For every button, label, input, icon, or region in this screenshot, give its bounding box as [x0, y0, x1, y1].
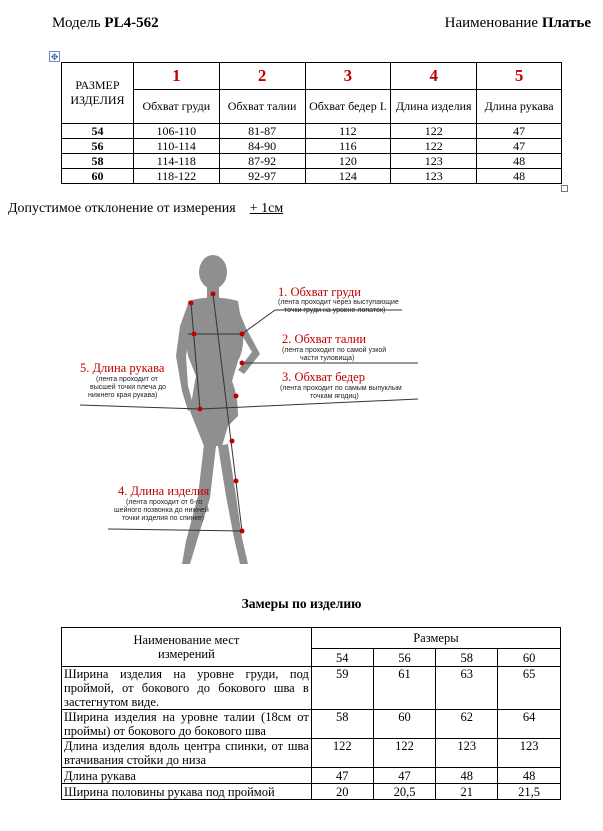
model-label: Модель: [52, 15, 101, 31]
table-row: [62, 124, 562, 139]
table-cell: 48: [436, 768, 498, 784]
size-header: 56: [373, 649, 436, 667]
table-row: [62, 710, 561, 739]
table-cell: 47: [373, 768, 436, 784]
hips-note: (лента проходит по самым выпуклым: [280, 385, 402, 392]
sleeve-label: 5. Длина рукава: [80, 361, 165, 375]
table-row: [62, 139, 562, 154]
size-table-number-row: [62, 63, 562, 90]
table-cell: 122: [391, 124, 477, 139]
size-table: [61, 62, 562, 184]
length-note: (лента проходит от 6-го: [126, 499, 203, 506]
product-name-line: [445, 15, 591, 32]
size-header: 58: [436, 649, 498, 667]
size-header-cell: РАЗМЕР ИЗДЕЛИЯ: [62, 63, 134, 124]
product-name-label: Наименование: [444, 15, 539, 31]
table-cell: 62: [436, 710, 498, 739]
hips-note: точкам ягодиц): [310, 393, 359, 400]
measurements-title: Замеры по изделию: [241, 596, 362, 611]
table-cell: 81-87: [219, 124, 305, 139]
measure-number-4: 4: [391, 63, 477, 90]
table-cell: 123: [498, 739, 561, 768]
table-cell: 48: [477, 154, 562, 169]
table-cell: 92-97: [219, 169, 305, 184]
table-row: [62, 739, 561, 768]
measure-label-sleeve: Длина рукава: [477, 90, 562, 124]
table-row: [62, 154, 562, 169]
table-cell: 87-92: [219, 154, 305, 169]
table-cell: 122: [373, 739, 436, 768]
measure-label-chest: Обхват груди: [133, 90, 219, 124]
measure-name: Ширина изделия на уровне груди, под проймой, от бокового до бокового шва в застегнутом виде.: [62, 667, 312, 710]
size-table-label-row: [62, 90, 562, 124]
table-row: [62, 667, 561, 710]
tolerance-note: [8, 201, 283, 217]
measure-name: Ширина половины рукава под проймой: [62, 784, 312, 800]
table-cell: 123: [391, 169, 477, 184]
size-cell: 60: [62, 169, 134, 184]
measure-name: Длина рукава: [62, 768, 312, 784]
measure-label-length: Длина изделия: [391, 90, 477, 124]
sleeve-note: (лента проходит от: [96, 376, 158, 383]
size-cell: 54: [62, 124, 134, 139]
table-cell: 110-114: [133, 139, 219, 154]
table-row: [62, 768, 561, 784]
col-name-header: Наименование мест измерений: [62, 628, 312, 667]
size-cell: 58: [62, 154, 134, 169]
measure-name: Длина изделия вдоль центра спинки, от шва втачивания стойки до низа: [62, 739, 312, 768]
model-line: [52, 15, 159, 32]
body-measurement-figure: [70, 246, 530, 576]
waist-note: (лента проходит по самой узкой: [282, 347, 387, 354]
table-row: [62, 784, 561, 800]
table-cell: 20,5: [373, 784, 436, 800]
product-name-value: Платье: [541, 15, 591, 31]
sleeve-note: высшей точки плеча до: [90, 384, 167, 391]
table-cell: 106-110: [133, 124, 219, 139]
measurements-table: [61, 627, 561, 800]
table-row: [62, 169, 562, 184]
measure-label-waist: Обхват талии: [219, 90, 305, 124]
model-value: PL4-562: [104, 15, 159, 31]
table-cell: 20: [311, 784, 373, 800]
chest-label: 1. Обхват груди: [278, 285, 361, 299]
table-cell: 58: [311, 710, 373, 739]
table-cell: 123: [436, 739, 498, 768]
chest-note: точки груди на уровне лопаток): [284, 307, 386, 314]
tolerance-value: + 1см: [249, 201, 284, 216]
table-cell: 64: [498, 710, 561, 739]
table-cell: 84-90: [219, 139, 305, 154]
length-note: шейного позвонка до нижней: [114, 507, 209, 514]
length-note: точки изделия по спинке): [122, 515, 204, 522]
size-header: 54: [311, 649, 373, 667]
measure-number-3: 3: [305, 63, 391, 90]
table-cell: 47: [477, 124, 562, 139]
size-header: 60: [498, 649, 561, 667]
table-cell: 122: [311, 739, 373, 768]
chest-note: (лента проходит через выступающие: [278, 299, 399, 306]
measure-label-hips: Обхват бедер I.: [305, 90, 391, 124]
col-sizes-header: Размеры: [311, 628, 560, 649]
table-cell: 47: [311, 768, 373, 784]
table-cell: 114-118: [133, 154, 219, 169]
tolerance-text: Допустимое отклонение от измерения: [8, 201, 236, 216]
table-move-handle-icon[interactable]: ✥: [50, 52, 59, 62]
measure-number-5: 5: [477, 63, 562, 90]
hips-label: 3. Обхват бедер: [282, 370, 365, 384]
table-cell: 48: [498, 768, 561, 784]
table-cell: 124: [305, 169, 391, 184]
table-cell: 61: [373, 667, 436, 710]
measure-number-2: 2: [219, 63, 305, 90]
waist-label: 2. Обхват талии: [282, 332, 367, 346]
waist-note: части туловища): [300, 355, 355, 362]
table-cell: 21,5: [498, 784, 561, 800]
measurements-header-row: [62, 628, 561, 649]
measure-name: Ширина изделия на уровне талии (18см от проймы) от бокового до бокового шва: [62, 710, 312, 739]
size-cell: 56: [62, 139, 134, 154]
table-cell: 116: [305, 139, 391, 154]
table-cell: 21: [436, 784, 498, 800]
table-resize-handle[interactable]: [561, 185, 568, 192]
length-label: 4. Длина изделия: [118, 484, 210, 498]
table-cell: 120: [305, 154, 391, 169]
table-cell: 48: [477, 169, 562, 184]
table-cell: 118-122: [133, 169, 219, 184]
table-cell: 112: [305, 124, 391, 139]
measure-number-1: 1: [133, 63, 219, 90]
table-cell: 59: [311, 667, 373, 710]
table-cell: 63: [436, 667, 498, 710]
sleeve-note: нижнего края рукава): [88, 392, 158, 399]
table-cell: 122: [391, 139, 477, 154]
table-cell: 123: [391, 154, 477, 169]
table-cell: 47: [477, 139, 562, 154]
table-cell: 65: [498, 667, 561, 710]
table-cell: 60: [373, 710, 436, 739]
